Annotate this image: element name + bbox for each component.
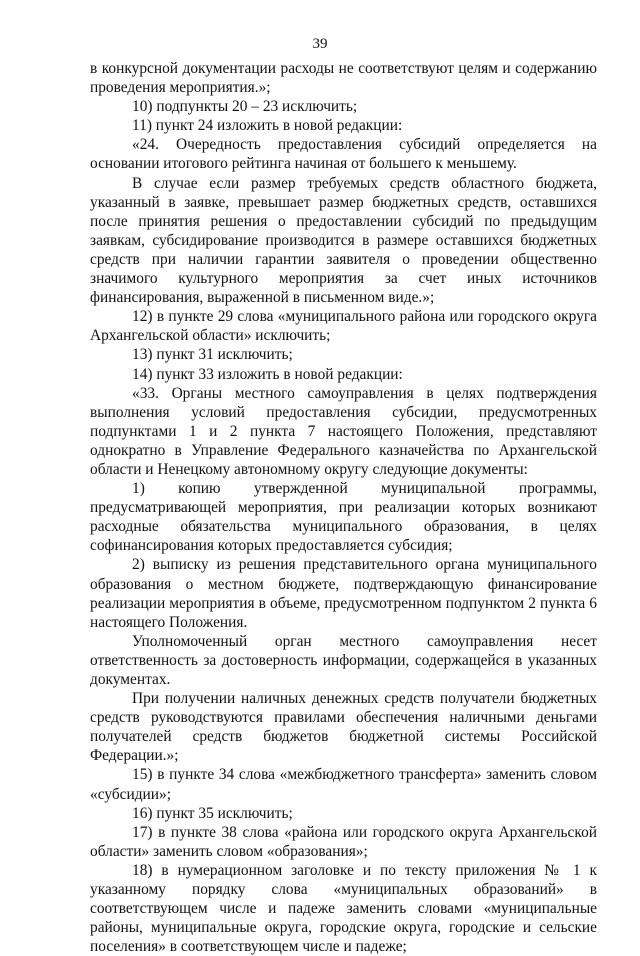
paragraph: 1) копию утвержденной муниципальной программы, предусматривающей мероприятия, при реализации которых возникают расходные обязательства муниципального образования, в целях софинансирования которых предоставляется субсидия; (90, 480, 597, 555)
paragraph: 10) подпункты 20 – 23 исключить; (132, 98, 358, 116)
page-number: 39 (312, 36, 328, 52)
paragraph: «24. Очередность предоставления субсидий определяется на основании итогового рейтинга начиная от большего к меньшему. (90, 136, 597, 173)
paragraph: 13) пункт 31 исключить; (132, 346, 293, 364)
paragraph: 18) в нумерационном заголовке и по тексту приложения № 1 к указанному порядку слова «муниципальных образований» в соответствующем числе и падеже заменить словами «муниципальные районы, муниципальные округа, городские округа, городские и сельские поселения» в соответствующем числе и падеже; (90, 861, 597, 956)
paragraph: 14) пункт 33 изложить в новой редакции: (132, 365, 403, 383)
paragraph: 11) пункт 24 изложить в новой редакции: (132, 117, 403, 135)
paragraph: 15) в пункте 34 слова «межбюджетного трансферта» заменить словом «субсидии»; (90, 766, 597, 803)
paragraph: Уполномоченный орган местного самоуправления несет ответственность за достоверность информации, содержащейся в указанных документах. (90, 632, 597, 688)
paragraph: 16) пункт 35 исключить; (132, 804, 293, 822)
paragraph: 17) в пункте 38 слова «района или городского округа Архангельской области» заменить словом «образования»; (90, 823, 597, 860)
paragraph: в конкурсной документации расходы не соответствуют целям и содержанию проведения мероприятия.»; (90, 60, 597, 97)
paragraph: «33. Органы местного самоуправления в целях подтверждения выполнения условий предоставления субсидии, предусмотренных подпунктами 1 и 2 пункта 7 настоящего Положения, представляют однократно в Управление Федерального казначейства по Архангельской области и Ненецкому автономному округу следующие документы: (90, 384, 597, 478)
paragraph: 12) в пункте 29 слова «муниципального района или городского округа Архангельской области» исключить; (90, 308, 597, 345)
paragraph: В случае если размер требуемых средств областного бюджета, указанный в заявке, превышает размер бюджетных средств, оставшихся после принятия решения о предоставлении субсидий по предыдущим заявкам, субсидирование производится в размере оставшихся бюджетных средств при наличии гарантии заявителя о проведении общественно значимого культурного мероприятия за счет иных источников финансирования, выраженной в письменном виде.»; (90, 174, 597, 307)
paragraph: При получении наличных денежных средств получатели бюджетных средств руководствуются правилами обеспечения наличными деньгами получателей средств бюджетов бюджетной системы Российской Федерации.»; (90, 690, 597, 765)
paragraph: 2) выписку из решения представительного органа муниципального образования о местном бюджете, подтверждающую финансирование реализации мероприятия в объеме, предусмотренном подпунктом 2 пункта 6 настоящего Положения. (90, 556, 597, 631)
document-body (90, 59, 597, 956)
